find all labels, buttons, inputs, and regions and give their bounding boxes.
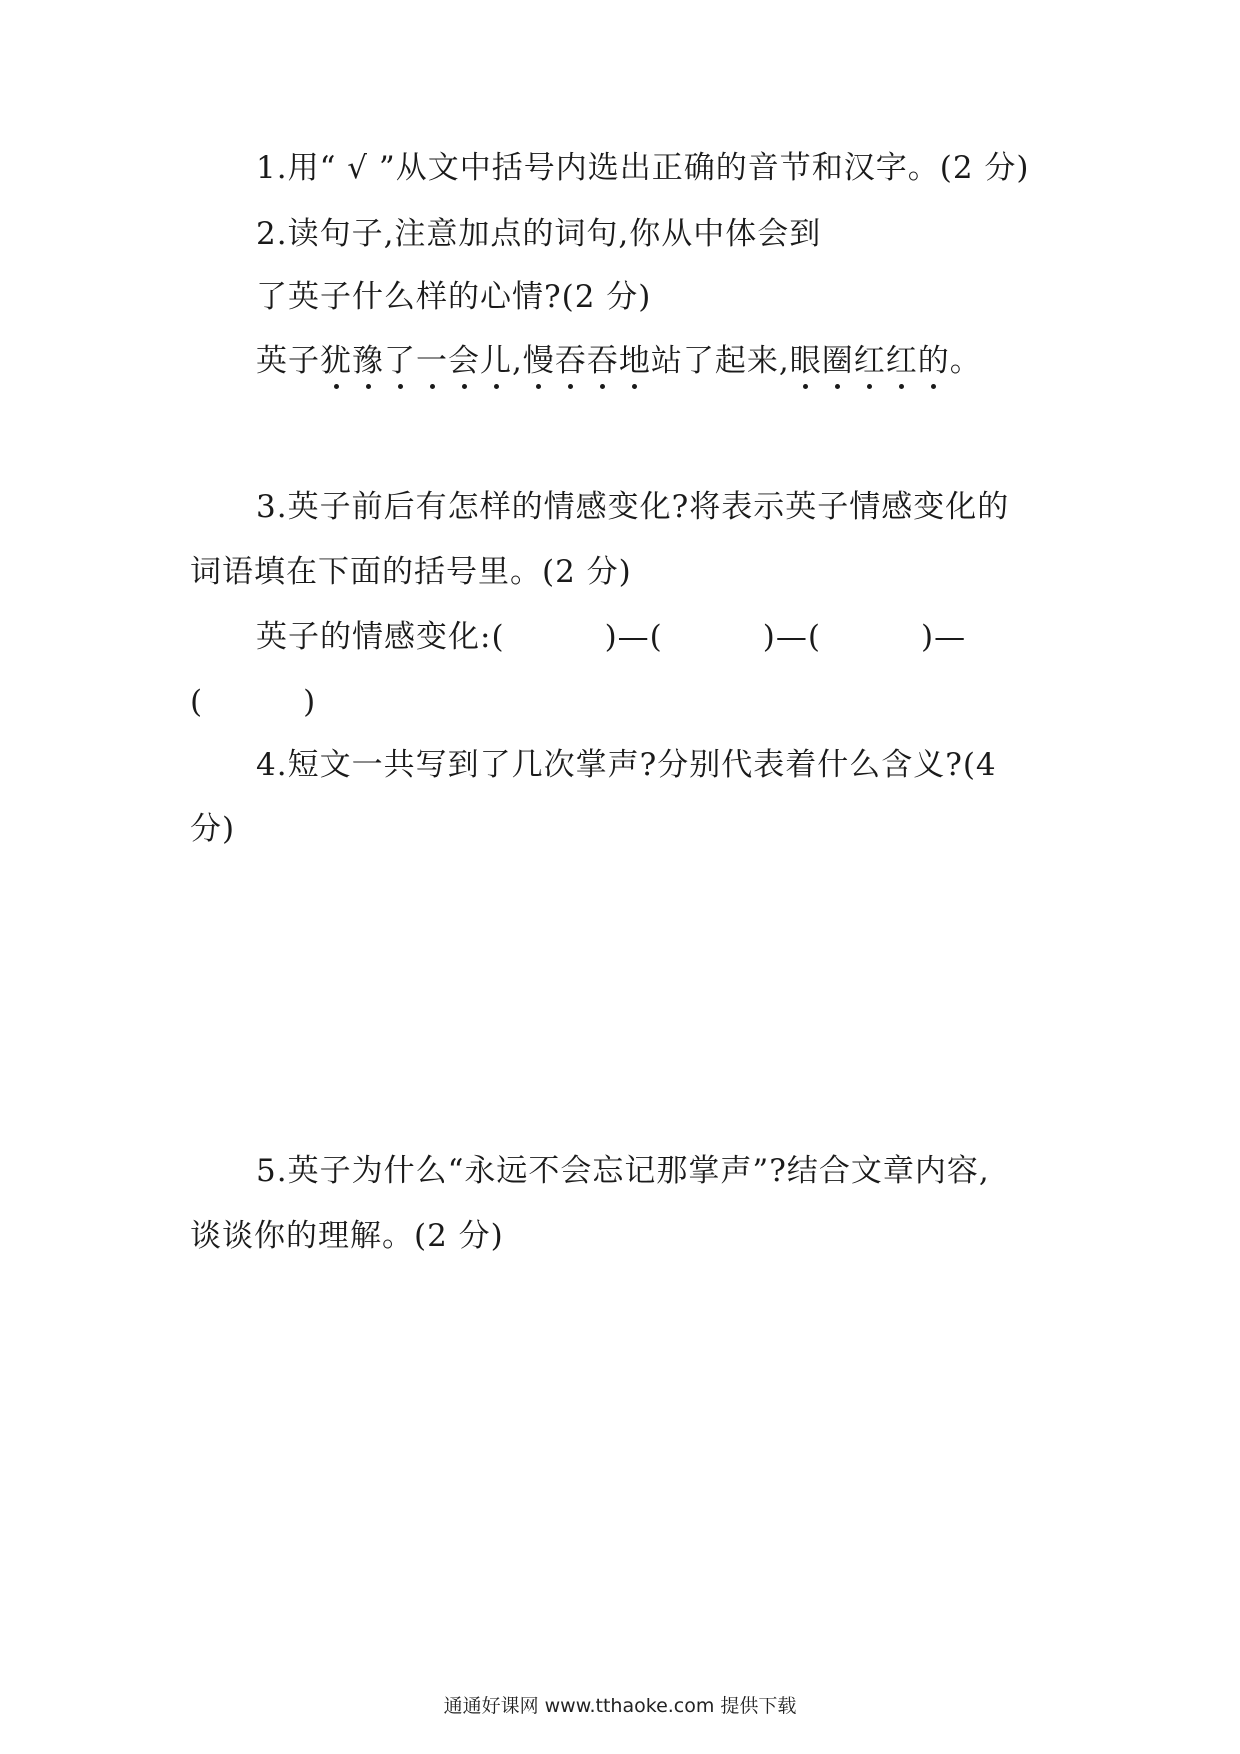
dotted-char: 红: [853, 343, 886, 379]
dotted-char: 犹: [320, 343, 352, 379]
fill-label: 英子的情感变化:: [256, 619, 492, 655]
dotted-char: 红: [885, 343, 918, 379]
footer-source: 通通好课网 www.tthaoke.com 提供下载: [443, 1695, 797, 1717]
paren-dash-end: )—: [920, 619, 967, 655]
dotted-char: 会: [448, 343, 480, 379]
question-5-line-2: 谈谈你的理解。(2 分): [190, 1218, 504, 1254]
paren-dash: )—(: [604, 619, 663, 655]
question-2-sentence: [256, 341, 982, 381]
dotted-char: 儿: [480, 343, 512, 379]
open-paren: (: [491, 619, 505, 655]
dotted-char: 圈: [821, 343, 854, 379]
question-2-line-1: 2.读句子,注意加点的词句,你从中体会到: [256, 216, 822, 252]
question-1: 1.用“ √ ”从文中括号内选出正确的音节和汉字。(2 分): [256, 150, 1030, 186]
question-3-line-2: 词语填在下面的括号里。(2 分): [190, 554, 632, 590]
dotted-char: 眼: [789, 343, 822, 379]
dotted-char: 慢: [522, 343, 555, 379]
question-3-fill-row-2: [190, 682, 316, 722]
question-4-line-2: 分): [190, 811, 236, 847]
question-3-fill-row: [256, 617, 966, 657]
dotted-char: 吞: [554, 343, 587, 379]
dotted-char: 吞: [586, 343, 619, 379]
paren-dash: )—(: [762, 619, 821, 655]
question-2-line-2: 了英子什么样的心情?(2 分): [256, 279, 652, 315]
question-5-line-1: 5.英子为什么“永远不会忘记那掌声”?结合文章内容,: [256, 1153, 990, 1189]
sentence-text: 。: [949, 343, 982, 379]
close-paren: ): [303, 684, 317, 720]
sentence-text: 站了起来,: [650, 343, 790, 379]
sentence-text: 英子: [256, 343, 320, 379]
question-4-line-1: 4.短文一共写到了几次掌声?分别代表着什么含义?(4: [256, 747, 997, 783]
dotted-char: 的: [917, 343, 950, 379]
dotted-char: 地: [618, 343, 651, 379]
dotted-char: 了: [384, 343, 416, 379]
dotted-char: 一: [416, 343, 448, 379]
open-paren: (: [190, 684, 204, 720]
sentence-text: ,: [512, 343, 523, 379]
question-3-line-1: 3.英子前后有怎样的情感变化?将表示英子情感变化的: [256, 489, 1010, 525]
dotted-char: 豫: [352, 343, 384, 379]
